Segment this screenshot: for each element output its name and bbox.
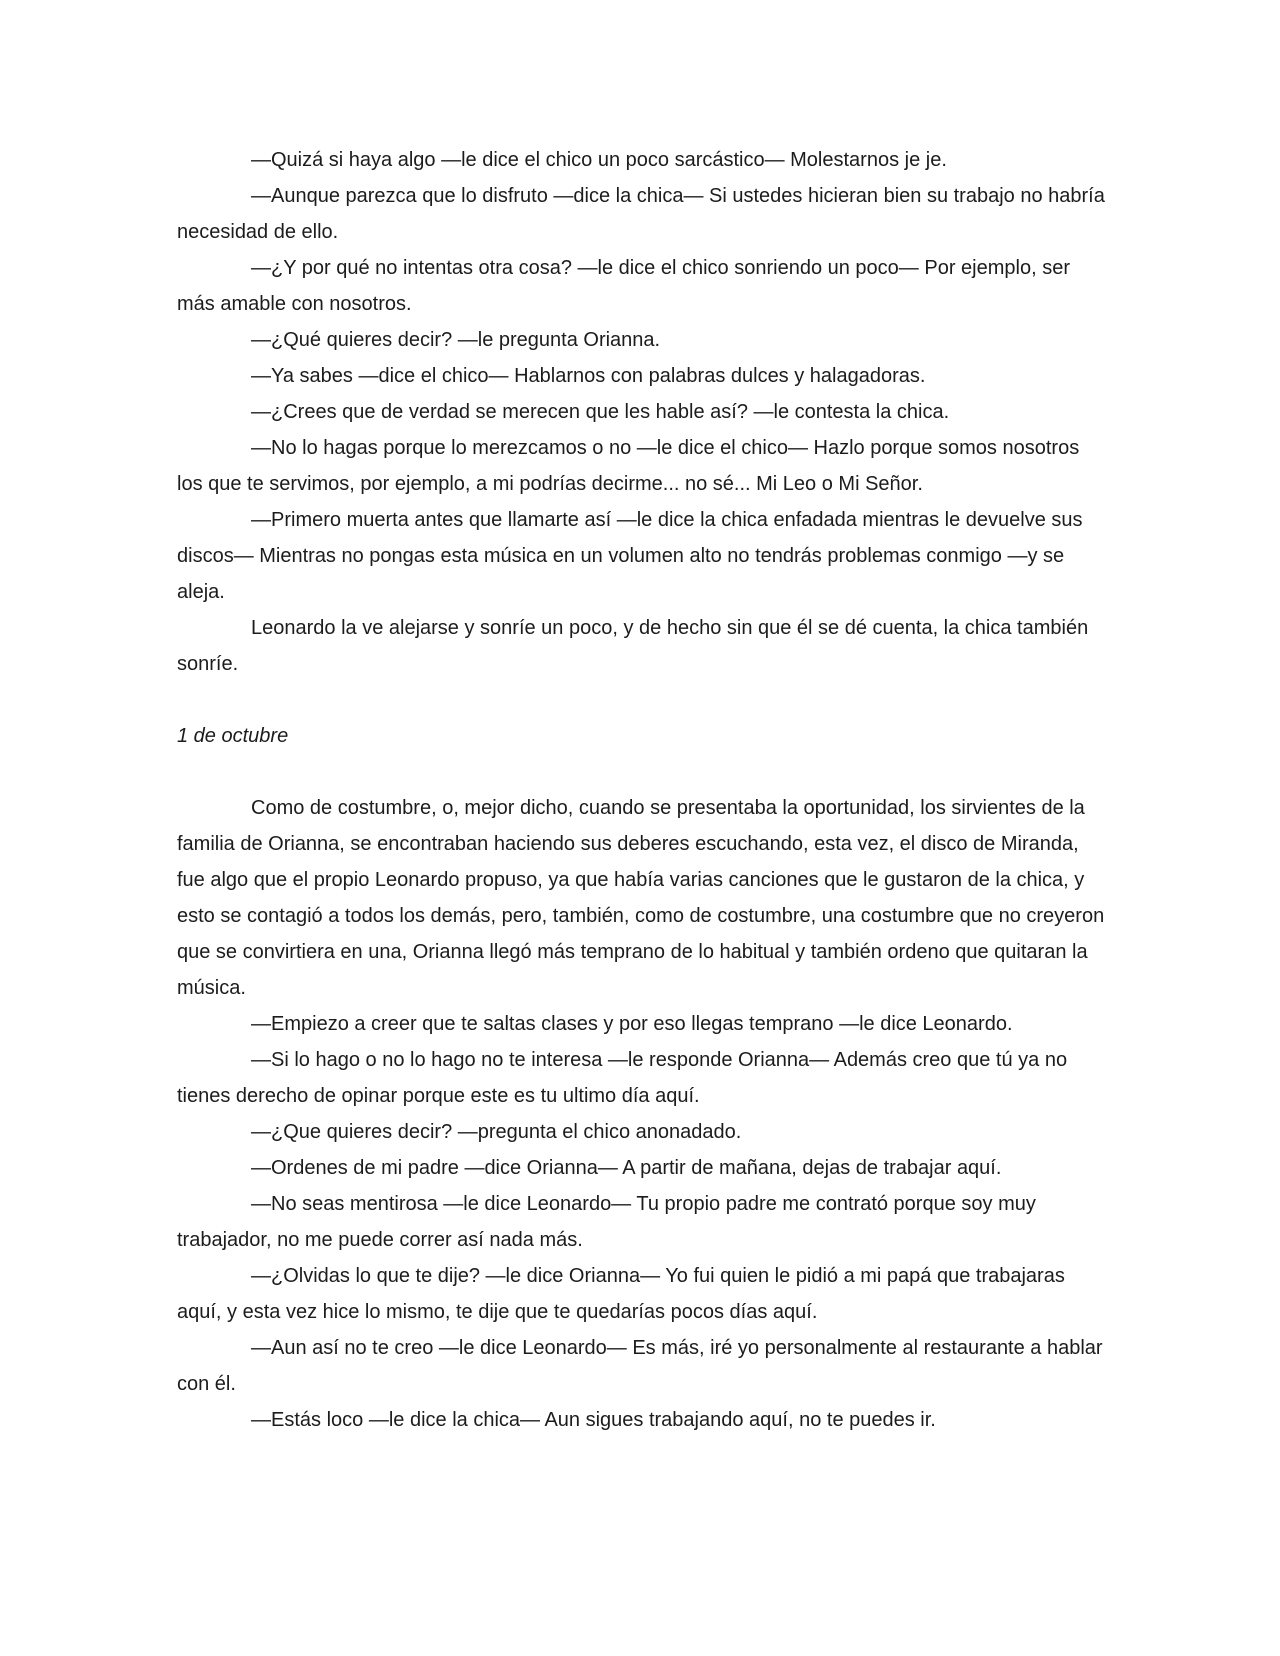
paragraph: Leonardo la ve alejarse y sonríe un poco, y de hecho sin que él se dé cuenta, la chica también sonríe. <box>177 617 1089 675</box>
blank-line <box>177 682 1107 718</box>
paragraph: —¿Que quieres decir? —pregunta el chico anonadado. <box>251 1121 742 1143</box>
blank-line <box>177 754 1107 790</box>
paragraph: —Quizá si haya algo —le dice el chico un poco sarcástico— Molestarnos je je. <box>251 149 947 171</box>
paragraph: —Estás loco —le dice la chica— Aun sigues trabajando aquí, no te puedes ir. <box>251 1409 936 1431</box>
paragraph: —No lo hagas porque lo merezcamos o no —le dice el chico— Hazlo porque somos nosotros los que te servimos, por ejemplo, a mi podrías decirme... no sé... Mi Leo o Mi Señor. <box>177 437 1080 495</box>
date-heading: 1 de octubre <box>177 725 289 747</box>
paragraph: —Aunque parezca que lo disfruto —dice la chica— Si ustedes hicieran bien su trabajo no habría necesidad de ello. <box>177 185 1105 243</box>
paragraph: —Primero muerta antes que llamarte así —le dice la chica enfadada mientras le devuelve sus discos— Mientras no pongas esta música en un volumen alto no tendrás problemas conmigo —y se aleja. <box>177 509 1083 603</box>
paragraph: —Empiezo a creer que te saltas clases y por eso llegas temprano —le dice Leonardo. <box>251 1013 1013 1035</box>
paragraph: —¿Olvidas lo que te dije? —le dice Orianna— Yo fui quien le pidió a mi papá que trabajaras aquí, y esta vez hice lo mismo, te dije que te quedarías pocos días aquí. <box>177 1265 1065 1323</box>
paragraph: —No seas mentirosa —le dice Leonardo— Tu propio padre me contrató porque soy muy trabajador, no me puede correr así nada más. <box>177 1193 1036 1251</box>
paragraph: Como de costumbre, o, mejor dicho, cuando se presentaba la oportunidad, los sirvientes de la familia de Orianna, se encontraban haciendo sus deberes escuchando, esta vez, el disco de Miranda, fue algo que el propio Leonardo propuso, ya que había varias canciones que le gustaron de la chica, y esto se contagió a todos los demás, pero, también, como de costumbre, una costumbre que no creyeron que se convirtiera en una, Orianna llegó más temprano de lo habitual y también ordeno que quitaran la música. <box>177 797 1105 999</box>
paragraph: —Ya sabes —dice el chico— Hablarnos con palabras dulces y halagadoras. <box>251 365 926 387</box>
paragraph: —Aun así no te creo —le dice Leonardo— Es más, iré yo personalmente al restaurante a hablar con él. <box>177 1337 1103 1395</box>
document-body <box>177 142 1107 1438</box>
paragraph: —Ordenes de mi padre —dice Orianna— A partir de mañana, dejas de trabajar aquí. <box>251 1157 1002 1179</box>
paragraph: —¿Y por qué no intentas otra cosa? —le dice el chico sonriendo un poco— Por ejemplo, ser más amable con nosotros. <box>177 257 1070 315</box>
paragraph: —Si lo hago o no lo hago no te interesa —le responde Orianna— Además creo que tú ya no tienes derecho de opinar porque este es tu ultimo día aquí. <box>177 1049 1068 1107</box>
paragraph: —¿Qué quieres decir? —le pregunta Orianna. <box>251 329 661 351</box>
paragraph: —¿Crees que de verdad se merecen que les hable así? —le contesta la chica. <box>251 401 950 423</box>
